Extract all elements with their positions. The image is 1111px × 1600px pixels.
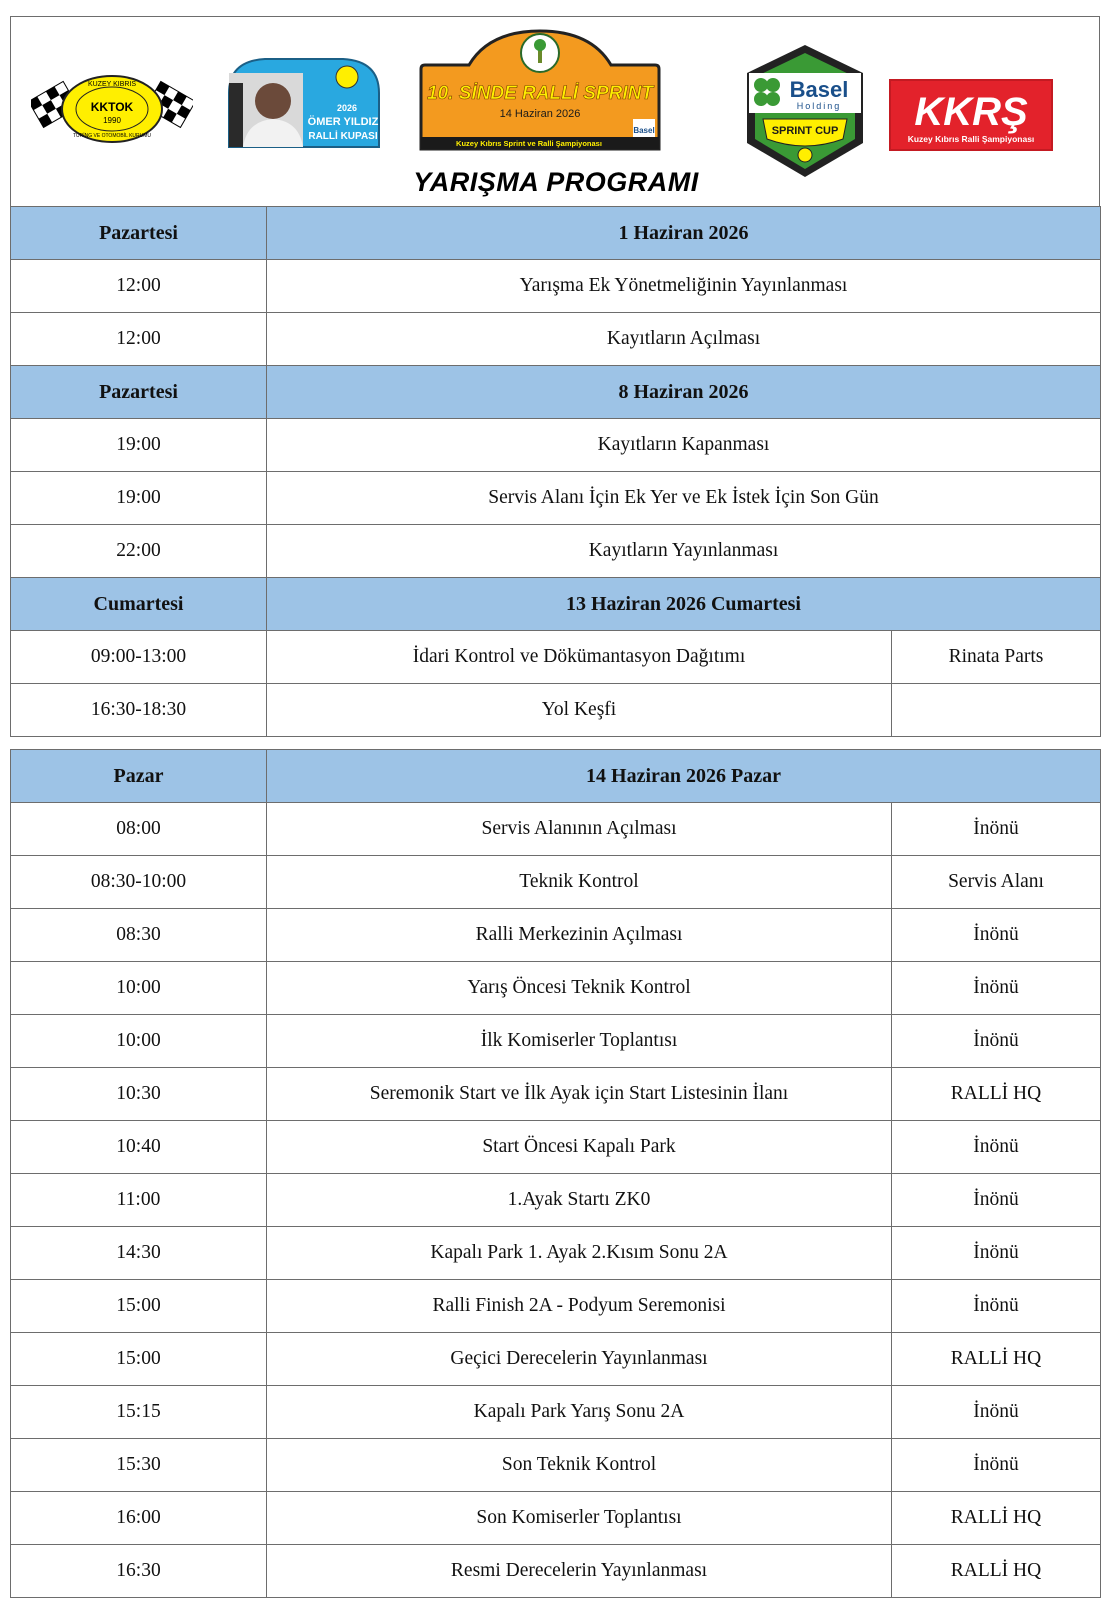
- basel-sprint-cup-logo: [739, 43, 871, 179]
- event-cell: Yarışma Ek Yönetmeliğinin Yayınlanması: [267, 260, 1101, 313]
- event-cell: 1.Ayak Startı ZK0: [267, 1174, 892, 1227]
- day-date-cell: 8 Haziran 2026: [267, 366, 1101, 419]
- time-cell: 15:30: [11, 1439, 267, 1492]
- kktok-logo: [31, 67, 193, 147]
- time-cell: 19:00: [11, 472, 267, 525]
- location-cell: Servis Alanı: [892, 856, 1101, 909]
- page-title: YARIŞMA PROGRAMI: [413, 167, 699, 197]
- table-row: [11, 1439, 1101, 1492]
- omer-line1: ÖMER YILDIZ: [307, 116, 379, 128]
- table-row: [11, 1121, 1101, 1174]
- location-cell: İnönü: [892, 1121, 1101, 1174]
- event-cell: Resmi Derecelerin Yayınlanması: [267, 1545, 892, 1598]
- event-cell: Kayıtların Açılması: [267, 313, 1101, 366]
- event-cell: Kayıtların Kapanması: [267, 419, 1101, 472]
- day-header-row: [11, 207, 1101, 260]
- sinde-ralli-sprint-logo: [419, 29, 661, 153]
- kktok-top-text: KUZEY KIBRIS: [87, 81, 137, 88]
- table-row: [11, 684, 1101, 737]
- location-cell: İnönü: [892, 1386, 1101, 1439]
- event-cell: Servis Alanı İçin Ek Yer ve Ek İstek İçin Son Gün: [267, 472, 1101, 525]
- time-cell: 15:00: [11, 1333, 267, 1386]
- day-name-cell: Pazartesi: [11, 366, 267, 419]
- event-cell: Seremonik Start ve İlk Ayak için Start Listesinin İlanı: [267, 1068, 892, 1121]
- time-cell: 11:00: [11, 1174, 267, 1227]
- kktok-bottom-text: TURİNG VE OTOMOBİL KURUMU: [72, 133, 152, 139]
- kkrs-logo: [889, 79, 1053, 151]
- sinde-name: 10. SİNDE RALLİ SPRINT: [427, 83, 653, 104]
- location-cell: İnönü: [892, 803, 1101, 856]
- day-date-cell: 13 Haziran 2026 Cumartesi: [267, 578, 1101, 631]
- time-cell: 15:00: [11, 1280, 267, 1333]
- location-cell: İnönü: [892, 1015, 1101, 1068]
- day-header-row: [11, 750, 1101, 803]
- event-cell: Ralli Finish 2A - Podyum Seremonisi: [267, 1280, 892, 1333]
- location-cell: Rinata Parts: [892, 631, 1101, 684]
- schedule-table-part1: [10, 206, 1101, 737]
- omer-yildiz-logo: [225, 53, 383, 149]
- location-cell: RALLİ HQ: [892, 1068, 1101, 1121]
- day-header-row: [11, 578, 1101, 631]
- table-row: [11, 1280, 1101, 1333]
- location-cell: RALLİ HQ: [892, 1333, 1101, 1386]
- event-cell: Servis Alanının Açılması: [267, 803, 892, 856]
- table-row: [11, 313, 1101, 366]
- time-cell: 10:40: [11, 1121, 267, 1174]
- basel-cup: SPRINT CUP: [771, 125, 839, 137]
- sinde-footer: Kuzey Kıbrıs Sprint ve Ralli Şampiyonası: [456, 139, 602, 148]
- day-name-cell: Pazartesi: [11, 207, 267, 260]
- table-row: [11, 1068, 1101, 1121]
- table-row: [11, 803, 1101, 856]
- kkrs-sub: Kuzey Kıbrıs Ralli Şampiyonası: [907, 134, 1035, 144]
- location-cell: İnönü: [892, 1280, 1101, 1333]
- kktok-name: KKTOK: [90, 100, 134, 114]
- time-cell: 10:00: [11, 962, 267, 1015]
- location-cell: İnönü: [892, 1174, 1101, 1227]
- event-cell: Start Öncesi Kapalı Park: [267, 1121, 892, 1174]
- table-row: [11, 909, 1101, 962]
- time-cell: 22:00: [11, 525, 267, 578]
- table-row: [11, 1015, 1101, 1068]
- day-name-cell: Cumartesi: [11, 578, 267, 631]
- location-cell: İnönü: [892, 909, 1101, 962]
- header: [10, 16, 1100, 206]
- sinde-date: 14 Haziran 2026: [499, 108, 581, 120]
- omer-line2: RALLİ KUPASI: [308, 131, 378, 142]
- time-cell: 16:30-18:30: [11, 684, 267, 737]
- table-row: [11, 1227, 1101, 1280]
- kktok-year: 1990: [103, 116, 121, 125]
- time-cell: 15:15: [11, 1386, 267, 1439]
- location-cell: RALLİ HQ: [892, 1492, 1101, 1545]
- time-cell: 10:00: [11, 1015, 267, 1068]
- table-row: [11, 1174, 1101, 1227]
- basel-name: Basel: [789, 77, 849, 102]
- location-cell: İnönü: [892, 962, 1101, 1015]
- table-row: [11, 1545, 1101, 1598]
- table-row: [11, 962, 1101, 1015]
- location-cell: RALLİ HQ: [892, 1545, 1101, 1598]
- table-row: [11, 1333, 1101, 1386]
- time-cell: 12:00: [11, 260, 267, 313]
- location-cell: [892, 684, 1101, 737]
- event-cell: Kapalı Park Yarış Sonu 2A: [267, 1386, 892, 1439]
- event-cell: Yarış Öncesi Teknik Kontrol: [267, 962, 892, 1015]
- table-row: [11, 1386, 1101, 1439]
- location-cell: İnönü: [892, 1439, 1101, 1492]
- event-cell: Son Komiserler Toplantısı: [267, 1492, 892, 1545]
- time-cell: 10:30: [11, 1068, 267, 1121]
- event-cell: Ralli Merkezinin Açılması: [267, 909, 892, 962]
- time-cell: 16:30: [11, 1545, 267, 1598]
- time-cell: 08:30: [11, 909, 267, 962]
- table-row: [11, 631, 1101, 684]
- time-cell: 09:00-13:00: [11, 631, 267, 684]
- event-cell: İdari Kontrol ve Dökümantasyon Dağıtımı: [267, 631, 892, 684]
- day-name-cell: Pazar: [11, 750, 267, 803]
- time-cell: 19:00: [11, 419, 267, 472]
- schedule-body-part2: [11, 750, 1101, 1598]
- table-row: [11, 525, 1101, 578]
- schedule-body-part1: [11, 207, 1101, 737]
- table-row: [11, 260, 1101, 313]
- day-date-cell: 14 Haziran 2026 Pazar: [267, 750, 1101, 803]
- basel-sub: Holding: [796, 101, 842, 111]
- day-header-row: [11, 366, 1101, 419]
- event-cell: Kapalı Park 1. Ayak 2.Kısım Sonu 2A: [267, 1227, 892, 1280]
- table-row: [11, 856, 1101, 909]
- event-cell: Teknik Kontrol: [267, 856, 892, 909]
- table-row: [11, 419, 1101, 472]
- location-cell: İnönü: [892, 1227, 1101, 1280]
- kkrs-name: KKRŞ: [914, 90, 1028, 134]
- table-row: [11, 1492, 1101, 1545]
- time-cell: 08:00: [11, 803, 267, 856]
- day-date-cell: 1 Haziran 2026: [267, 207, 1101, 260]
- time-cell: 14:30: [11, 1227, 267, 1280]
- time-cell: 12:00: [11, 313, 267, 366]
- time-cell: 08:30-10:00: [11, 856, 267, 909]
- event-cell: Son Teknik Kontrol: [267, 1439, 892, 1492]
- sinde-sponsor: Basel: [633, 126, 655, 135]
- event-cell: Yol Keşfi: [267, 684, 892, 737]
- event-cell: Kayıtların Yayınlanması: [267, 525, 1101, 578]
- time-cell: 16:00: [11, 1492, 267, 1545]
- omer-year: 2026: [336, 103, 358, 113]
- event-cell: İlk Komiserler Toplantısı: [267, 1015, 892, 1068]
- table-row: [11, 472, 1101, 525]
- event-cell: Geçici Derecelerin Yayınlanması: [267, 1333, 892, 1386]
- schedule-table-part2: [10, 749, 1101, 1598]
